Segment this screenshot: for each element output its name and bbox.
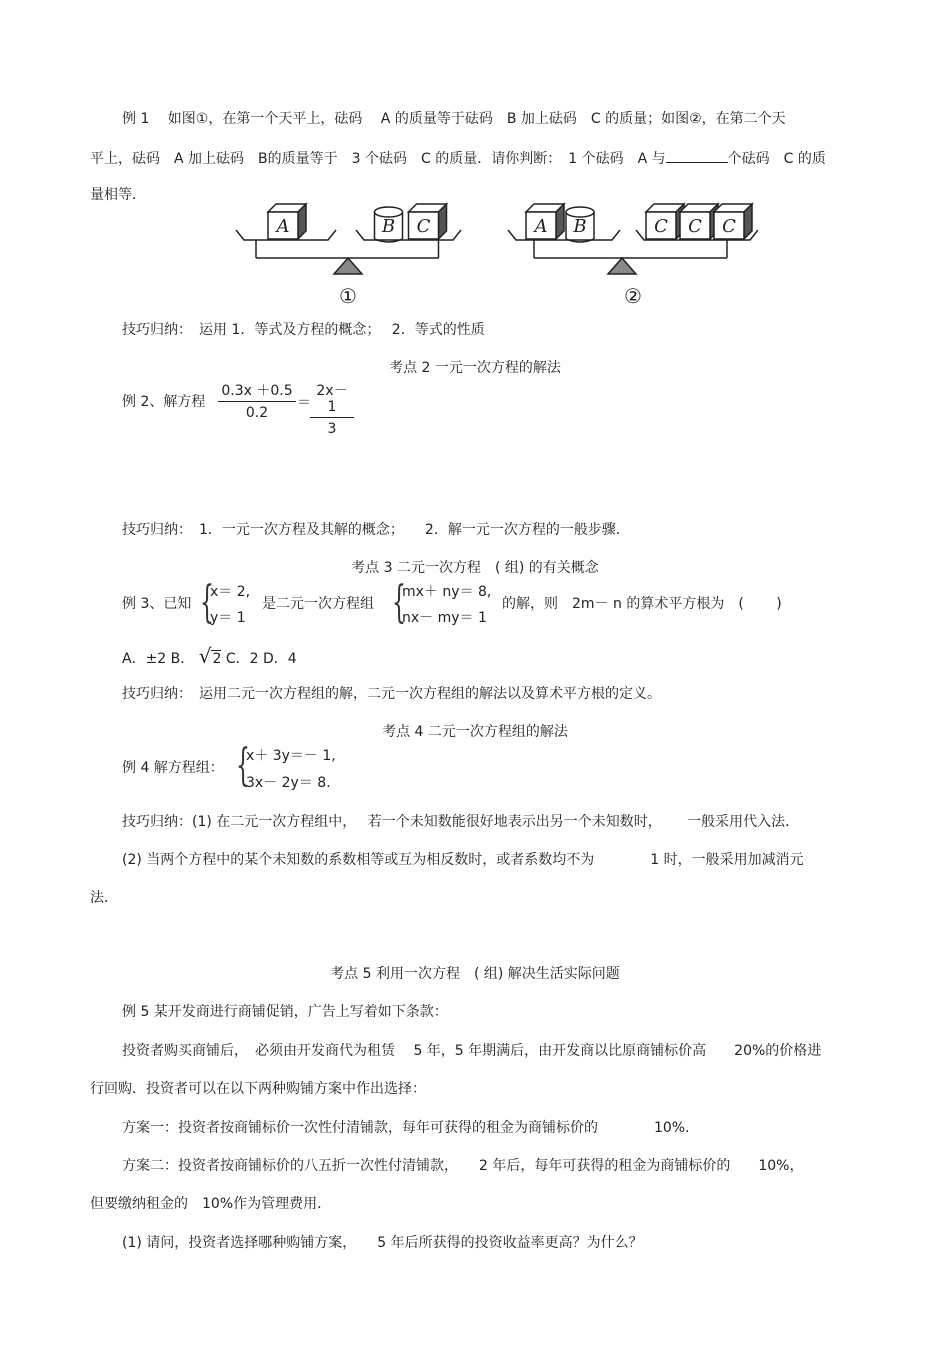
scale-1-fulcrum — [334, 258, 362, 274]
tip-4-line1: 技巧归纳：(1) 在二元一次方程组中， 若一个未知数能很好地表示出另一个未知数时， 一般采用代入法． — [122, 814, 800, 830]
ex1-line3: 量相等． — [90, 187, 146, 203]
ex5-para1-line2: 行回购．投资者可以在以下两种购铺方案中作出选择： — [90, 1081, 426, 1097]
ex3-sys1-line2: y＝ 1 — [210, 610, 246, 626]
ex2-lhs-den: 0.2 — [245, 405, 269, 421]
topic-5-heading: 考点 5 利用一次方程 ( 组) 解决生活实际问题 — [330, 966, 620, 982]
ex5-intro: 例 5 某开发商进行商铺促销，广告上写着如下条款： — [122, 1004, 448, 1020]
ex2-lhs-fraction — [218, 383, 296, 421]
ex3-sys2-line1: mx＋ ny＝ 8, — [402, 584, 492, 600]
ex5-plan-2-line2: 但要缴纳租金的 10%作为管理费用． — [90, 1196, 332, 1212]
ex3-sys2-line2: nx－ my＝ 1 — [402, 610, 487, 626]
tip-4-line2: (2) 当两个方程中的某个未知数的系数相等或互为相反数时，或者系数均不为 1 时，一般采用加减消元 — [122, 852, 804, 868]
scale-2-right-weight-2-label: C — [722, 216, 736, 237]
ex3-mid-text: 是二元一次方程组 — [262, 596, 374, 612]
topic-2-heading: 考点 2 一元一次方程的解法 — [389, 360, 561, 376]
ex2-rhs-fraction — [310, 383, 354, 437]
sqrt-icon: √ — [198, 644, 212, 668]
ex2-equals: ＝ — [297, 395, 311, 411]
scale-1-right-weight-0-label: B — [381, 216, 396, 237]
topic-3-heading: 考点 3 二元一次方程 ( 组) 的有关概念 — [351, 560, 599, 576]
tip-2: 技巧归纳： 1．一元一次方程及其解的概念； 2．解一元一次方程的一般步骤． — [122, 522, 630, 538]
scale-2-right-weight-0-label: C — [654, 216, 668, 237]
answer-blank[interactable] — [666, 148, 728, 163]
scale-2-right-weight-1-label: C — [688, 216, 702, 237]
ex1-line1: 例 1 如图①，在第一个天平上，砝码 A 的质量等于砝码 B 加上砝码 C 的质量；如图②，在第二个天 — [122, 111, 786, 127]
scale-2-fulcrum — [608, 258, 636, 274]
ex4-label: 例 4 解方程组： — [122, 760, 224, 776]
ex4-line2: 3x－ 2y＝ 8. — [246, 775, 331, 791]
ex3-label: 例 3、已知 — [122, 596, 192, 612]
ex1-line2-a: 平上，砝码 A 加上砝码 B的质量等于 3 个砝码 C 的质量．请你判断： 1 个砝码 A 与 — [90, 151, 666, 167]
ex5-para1-line1: 投资者购买商铺后， 必须由开发商代为租赁 5 年，5 年期满后，由开发商以比原商铺标价高 20%的价格进 — [122, 1043, 822, 1059]
ex3-option-b-radicand: 2 — [212, 651, 222, 667]
ex5-plan-2-line1: 方案二：投资者按商铺标价的八五折一次性付清铺款， 2 年后，每年可获得的租金为商铺标价的 10%， — [122, 1158, 804, 1174]
ex5-question-1: (1) 请问，投资者选择哪种购铺方案， 5 年后所获得的投资收益率更高？为什么？ — [122, 1235, 643, 1251]
tip-3: 技巧归纳： 运用二元一次方程组的解，二元一次方程组的解法以及算术平方根的定义。 — [122, 686, 661, 702]
scale-2-left-weight-0-label: A — [534, 216, 548, 237]
ex2-rhs-num: 2x－1 — [310, 383, 354, 418]
ex4-brace: { — [236, 740, 250, 791]
ex4-line1: x＋ 3y＝－ 1, — [246, 748, 336, 764]
ex3-brace-2: { — [392, 577, 406, 628]
scale-2-left-weight-1-label: B — [573, 216, 587, 237]
ex3-option-a-b: A．±2 B． — [122, 651, 195, 667]
figure-caption-1: ① — [339, 284, 357, 308]
ex1-line2 — [90, 148, 826, 168]
balance-figure — [0, 200, 950, 310]
ex3-option-c-d: C．2 D．4 — [225, 651, 297, 667]
ex2-lhs-num: 0.3x ＋0.5 — [218, 383, 296, 402]
ex5-plan-1: 方案一：投资者按商铺标价一次性付清铺款，每年可获得的租金为商铺标价的 10%. — [122, 1120, 690, 1136]
ex1-line2-b: 个砝码 C 的质 — [727, 151, 826, 167]
ex3-tail: 的解，则 2m－ n 的算术平方根为 ( ) — [502, 596, 782, 612]
ex2-label: 例 2、解方程 — [122, 394, 206, 410]
tip-1: 技巧归纳： 运用 1．等式及方程的概念； 2．等式的性质 — [122, 322, 485, 338]
scale-1-left-weight-0-label: A — [276, 216, 290, 237]
scale-1-right-weight-1-label: C — [416, 216, 431, 237]
figure-caption-2: ② — [624, 284, 642, 308]
topic-4-heading: 考点 4 二元一次方程组的解法 — [382, 724, 568, 740]
ex3-options — [122, 644, 297, 668]
ex3-sys1-line1: x＝ 2, — [210, 584, 251, 600]
ex3-brace-1: { — [200, 577, 214, 628]
ex2-rhs-den: 3 — [327, 421, 337, 437]
tip-4-line3: 法． — [90, 890, 118, 906]
